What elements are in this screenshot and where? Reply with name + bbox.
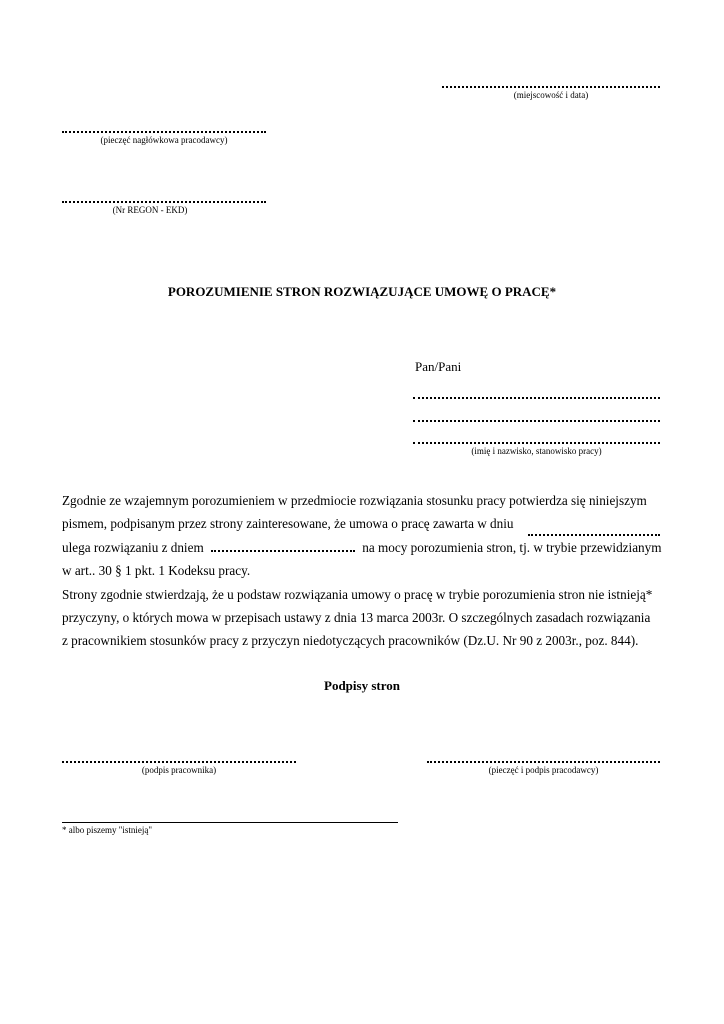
body-line-6: przyczyny, o których mowa w przepisach ustawy z dnia 13 marca 2003r. O szczególnych zasadach rozwiązania [62, 610, 651, 625]
body-line-3b-text: na mocy porozumienia stron, tj. w trybie przewidzianym [362, 540, 662, 555]
body-line-5: Strony zgodnie stwierdzają, że u podstaw rozwiązania umowy o pracę w trybie porozumienia stron nie istnieją* [62, 587, 653, 602]
employer-stamp-caption: (pieczęć nagłówkowa pracodawcy) [100, 135, 228, 145]
addressee-caption: (imię i nazwisko, stanowisko pracy) [471, 446, 602, 456]
employee-signature-line[interactable] [62, 761, 296, 763]
body-line-1: Zgodnie ze wzajemnym porozumieniem w przedmiocie rozwiązania stosunku pracy potwierdza się niniejszym [62, 493, 647, 508]
employer-signature-caption: (pieczęć i podpis pracodawcy) [488, 765, 599, 775]
signatures-heading: Podpisy stron [324, 678, 400, 693]
regon-caption: (Nr REGON - EKD) [112, 205, 188, 215]
employer-stamp-line[interactable] [62, 131, 266, 133]
footnote-text: * albo piszemy "istnieją" [62, 825, 153, 835]
body-line-2 [62, 512, 662, 535]
body-line-7: z pracownikiem stosunków pracy z przyczyn niedotyczących pracowników (Dz.U. Nr 90 z 2003r., poz. 844). [62, 633, 639, 648]
place-date-line[interactable] [442, 86, 660, 88]
addressee-line-3[interactable] [413, 442, 660, 444]
addressee-salutation: Pan/Pani [415, 359, 462, 374]
body-line-4: w art.. 30 § 1 pkt. 1 Kodeksu pracy. [62, 563, 251, 578]
termination-date-field[interactable] [211, 550, 355, 552]
regon-line[interactable] [62, 201, 266, 203]
body-line-2-text: pismem, podpisanym przez strony zainteresowane, że umowa o pracę zawarta w dniu [62, 516, 514, 531]
footnote-divider [62, 822, 398, 823]
employee-signature-caption: (podpis pracownika) [141, 765, 217, 775]
employer-signature-line[interactable] [427, 761, 660, 763]
addressee-line-1[interactable] [413, 397, 660, 399]
addressee-line-2[interactable] [413, 420, 660, 422]
body-line-3 [62, 536, 662, 559]
body-line-3a-text: ulega rozwiązaniu z dniem [62, 540, 204, 555]
document-title: POROZUMIENIE STRON ROZWIĄZUJĄCE UMOWĘ O PRACĘ* [167, 284, 557, 299]
place-date-caption: (miejscowość i data) [513, 90, 589, 100]
